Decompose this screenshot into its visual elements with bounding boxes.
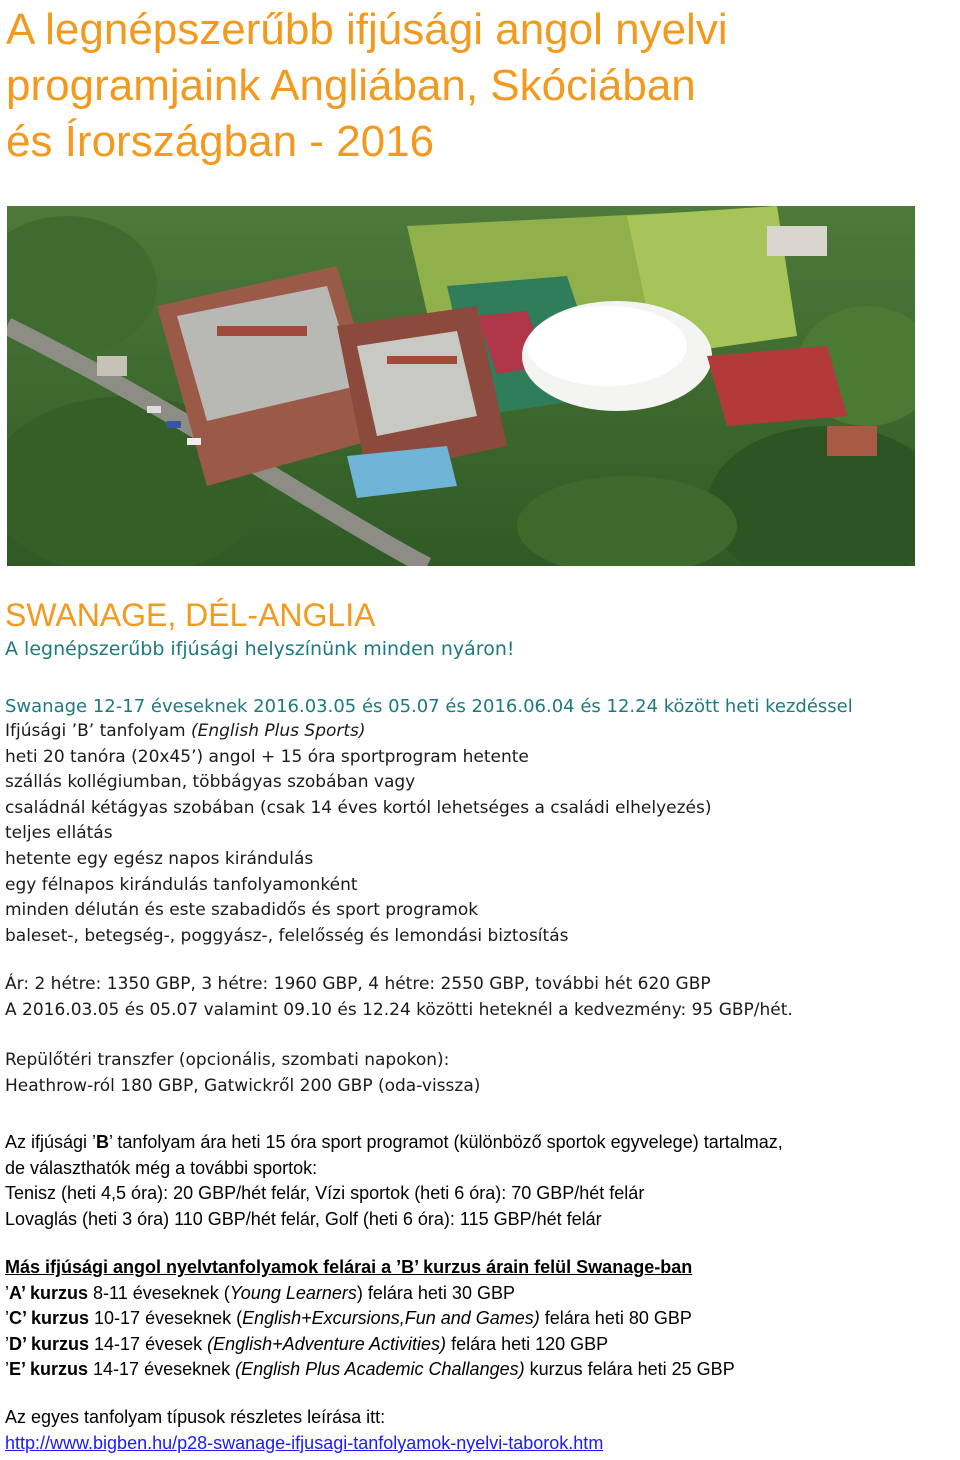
price-line: Ár: 2 hétre: 1350 GBP, 3 hétre: 1960 GBP, 4 hétre: 2550 GBP, további hét 620 GBP — [5, 974, 711, 994]
sports-line-3: Tenisz (heti 4,5 óra): 20 GBP/hét felár, Vízi sportok (heti 6 óra): 70 GBP/hét felár — [5, 1183, 645, 1203]
aerial-campus-photo — [7, 206, 915, 566]
course-details — [5, 719, 712, 949]
course-item-post: felára heti 120 GBP — [446, 1333, 609, 1354]
course-name-prefix: Ifjúsági ’B’ tanfolyam — [5, 721, 191, 741]
course-item-bold: D’ kurzus — [9, 1333, 90, 1354]
course-item-italic: (English Plus Academic Challanges) — [235, 1359, 525, 1379]
feature-item: minden délután és este szabadidős és sport programok — [5, 900, 479, 921]
sports-line-1-pre: Az ifjúsági ’ — [5, 1132, 97, 1152]
course-details-link[interactable]: http://www.bigben.hu/p28-swanage-ifjusagi-tanfolyamok-nyelvi-taborok.htm — [5, 1432, 604, 1453]
course-item-mid: 10-17 éveseknek ( — [89, 1308, 243, 1328]
feature-item: baleset-, betegség-, poggyász-, felelősség és lemondási biztosítás — [5, 925, 569, 946]
feature-item: szállás kollégiumban, többágyas szobában vagy — [5, 772, 416, 793]
course-item-italic: (English+Adventure Activities) — [207, 1333, 447, 1354]
feature-item: családnál kétágyas szobában (csak 14 éves kortól lehetséges a családi elhelyezés) — [5, 797, 712, 818]
course-name — [5, 719, 712, 745]
sports-line-1-post: ’ tanfolyam ára heti 15 óra sport programot (különböző sportok egyvelege) tartalmaz, — [109, 1132, 783, 1152]
location-heading: SWANAGE, DÉL-ANGLIA — [5, 597, 376, 633]
sports-line-1-bold: B — [96, 1132, 110, 1152]
course-item-post: ) felára heti 30 GBP — [356, 1282, 515, 1303]
price-block — [5, 972, 793, 1023]
title-line-2: programjaink Angliában, Skóciában — [6, 61, 696, 110]
transfer-line-2: Heathrow-ról 180 GBP, Gatwickről 200 GBP (oda-vissza) — [5, 1075, 481, 1096]
course-item-bold: E’ kurzus — [9, 1359, 89, 1379]
page-title — [6, 2, 951, 170]
course-item-mid: 14-17 évesek — [89, 1333, 208, 1354]
feature-item: heti 20 tanóra (20x45’) angol + 15 óra sportprogram hetente — [5, 746, 529, 767]
transfer-line-1: Repülőtéri transzfer (opcionális, szombati napokon): — [5, 1050, 450, 1070]
transfer-block — [5, 1048, 480, 1099]
feature-item: hetente egy egész napos kirándulás — [5, 848, 314, 869]
other-courses-heading: Más ifjúsági angol nyelvtanfolyamok felárai a ’B’ kurzus árain felül Swanage-ban — [5, 1257, 693, 1277]
course-item-italic: English+Excursions,Fun and Games) — [242, 1308, 540, 1328]
course-item-post: kurzus felára heti 25 GBP — [524, 1359, 735, 1379]
course-item-bold: C’ kurzus — [9, 1308, 90, 1328]
footer-block — [5, 1405, 603, 1456]
course-item-pre: ’ — [5, 1333, 9, 1354]
course-name-italic: (English Plus Sports) — [190, 721, 366, 741]
course-item — [5, 1281, 735, 1307]
course-item-italic: Young Learners — [229, 1282, 357, 1303]
feature-item: teljes ellátás — [5, 823, 113, 844]
course-item-pre: ’ — [5, 1308, 9, 1328]
course-item-mid: 8-11 éveseknek ( — [88, 1282, 230, 1303]
title-line-3: és Írországban - 2016 — [6, 117, 435, 166]
sports-line-4: Lovaglás (heti 3 óra) 110 GBP/hét felár, Golf (heti 6 óra): 115 GBP/hét felár — [5, 1208, 602, 1229]
course-item-pre: ’ — [5, 1282, 9, 1303]
sports-line-2: de választhatók még a további sportok: — [5, 1157, 318, 1178]
course-item — [5, 1357, 735, 1383]
feature-item: egy félnapos kirándulás tanfolyamonként — [5, 874, 358, 895]
footer-description: Az egyes tanfolyam típusok részletes leírása itt: — [5, 1407, 386, 1427]
course-dates: Swanage 12-17 éveseknek 2016.03.05 és 05.07 és 2016.06.04 és 12.24 között heti kezdéssel — [5, 696, 853, 717]
sports-block — [5, 1130, 783, 1232]
course-item — [5, 1306, 735, 1332]
course-item-bold: A’ kurzus — [9, 1282, 89, 1303]
location-subheading: A legnépszerűbb ifjúsági helyszínünk minden nyáron! — [5, 638, 515, 660]
sports-line-1 — [5, 1130, 783, 1156]
other-courses-block — [5, 1255, 735, 1383]
discount-line: A 2016.03.05 és 05.07 valamint 09.10 és 12.24 közötti heteknél a kedvezmény: 95 GBP/hét. — [5, 999, 793, 1020]
aerial-photo-illustration — [7, 206, 915, 566]
course-item-pre: ’ — [5, 1359, 9, 1379]
course-item — [5, 1332, 735, 1358]
course-item-post: felára heti 80 GBP — [539, 1308, 692, 1328]
title-line-1: A legnépszerűbb ifjúsági angol nyelvi — [6, 5, 728, 54]
course-item-mid: 14-17 éveseknek — [88, 1359, 236, 1379]
